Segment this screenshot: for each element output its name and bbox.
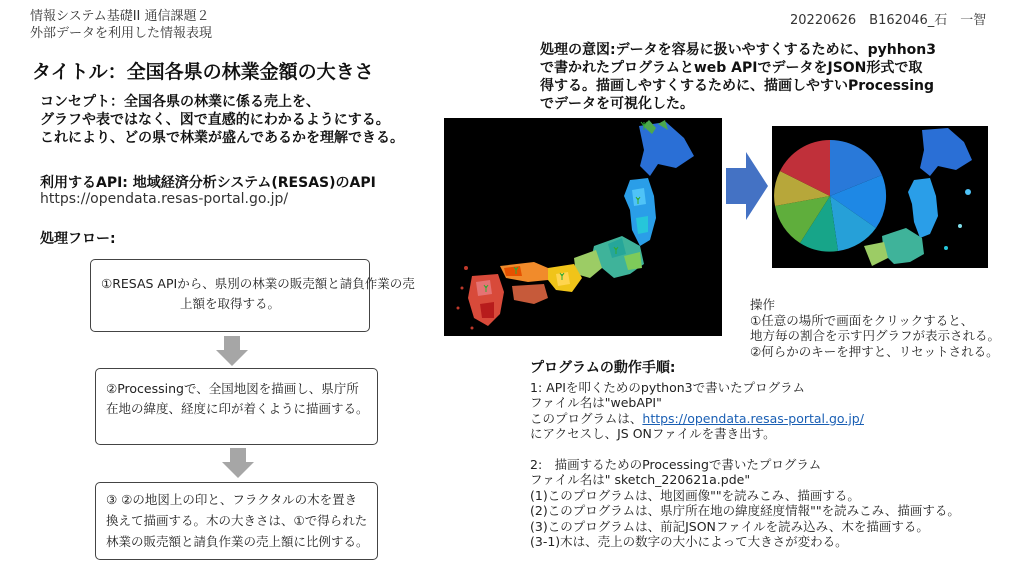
api-heading: 利用するAPI: 地域経済分析システム(RESAS)のAPI	[40, 175, 376, 191]
course-name: 情報システム基礎II 通信課題２	[30, 9, 210, 24]
pie-map-graphic	[772, 126, 988, 268]
page-title: タイトル：全国各県の林業金額の大きさ	[32, 61, 374, 83]
program-text: このプログラムは、	[530, 410, 643, 426]
program-line: (1)このプログラムは、地図画像""を読みこみ、描画する。	[530, 487, 860, 503]
concept-line: コンセプト：全国各県の林業に係る売上を、	[40, 94, 320, 110]
down-arrow-icon	[222, 448, 254, 478]
map-with-pie-chart	[772, 126, 988, 268]
intent-line: で書かれたプログラムとweb APIでデータをJSON形式で取	[540, 60, 923, 76]
flow-step-3	[95, 482, 378, 560]
program-line: にアクセスし、JS ONファイルを書き出す。	[530, 426, 776, 442]
resas-link[interactable]: https://opendata.resas-portal.go.jp/	[642, 410, 864, 426]
right-arrow-icon	[726, 152, 768, 220]
flow-step-text: ②Processingで、全国地図を描画し、県庁所	[106, 381, 359, 396]
operation-line: ①任意の場所で画面をクリックすると、	[750, 312, 974, 328]
program-line: (2)このプログラムは、県庁所在地の緯度経度情報""を読みこみ、描画する。	[530, 503, 960, 519]
program-line: (3-1)木は、売上の数字の大小によって大きさが変わる。	[530, 534, 848, 550]
concept-line: これにより、どの県で林業が盛んであるかを理解できる。	[40, 130, 404, 146]
program-description	[530, 380, 960, 549]
flow-step-1	[90, 259, 415, 332]
flow-step-text: 在地の緯度、経度に印が着くように描画する。	[106, 401, 369, 416]
api-url: https://opendata.resas-portal.go.jp/	[40, 191, 289, 207]
program-line: (3)このプログラムは、前記JSONファイルを読み込み、木を描画する。	[530, 518, 929, 534]
flow-step-2	[95, 368, 378, 445]
flow-step-text: 換えて描画する。木の大きさは、①で得られた	[106, 513, 368, 528]
program-line: ファイル名は"webAPI"	[530, 395, 662, 411]
spacer	[530, 442, 960, 457]
program-line: 2: 描画するためのProcessingで書いたプログラム	[530, 457, 822, 473]
program-heading: プログラムの動作手順:	[530, 360, 676, 376]
japan-map-screenshot	[444, 118, 722, 336]
flow-step-text: 林業の販売額と請負作業の売上額に比例する。	[106, 534, 369, 549]
operation-line: 地方毎の割合を示す円グラフが表示される。	[750, 328, 1001, 343]
operation-line: ②何らかのキーを押すと、リセットされる。	[750, 343, 999, 359]
intent-line: でデータを可視化した。	[540, 96, 694, 112]
concept-line: グラフや表ではなく、図で直感的にわかるようにする。	[40, 112, 390, 128]
operation-line: 操作	[750, 297, 776, 312]
map-graphic	[444, 118, 722, 336]
intent-line: 処理の意図:データを容易に扱いやすくするために、pyhhon3	[540, 42, 937, 58]
course-subtitle: 外部データを利用した情報表現	[30, 26, 213, 41]
down-arrow-icon	[216, 336, 248, 366]
intent-block	[540, 41, 936, 113]
flow-step-text: 上額を取得する。	[179, 296, 280, 311]
operation-block	[750, 297, 1000, 359]
flow-step-text: ①RESAS APIから、県別の林業の販売額と請負作業の売	[101, 276, 415, 291]
program-line: ファイル名は" sketch_220621a.pde"	[530, 472, 751, 488]
flow-heading: 処理フロー:	[40, 231, 116, 247]
flow-step-text: ③ ②の地図上の印と、フラクタルの木を置き	[106, 492, 358, 507]
intent-line: 得する。描画しやすくするために、描画しやすいProcessing	[540, 78, 935, 94]
author-info: 20220626 B162046_石 一智	[790, 13, 987, 28]
program-line: 1: APIを叩くためのpython3で書いたプログラム	[530, 380, 805, 395]
program-line	[530, 411, 960, 426]
concept-block	[40, 93, 404, 147]
